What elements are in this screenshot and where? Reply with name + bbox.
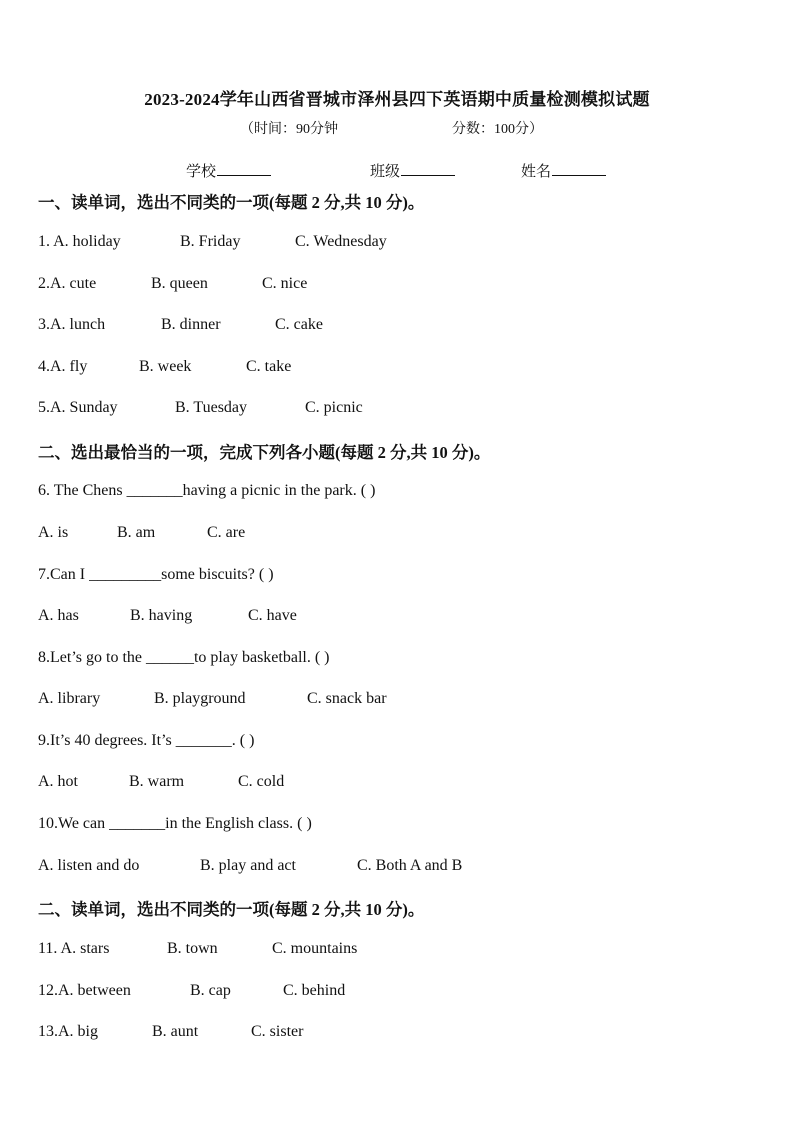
question-7-stem: 7.Can I _________some biscuits? ( ) — [38, 566, 274, 583]
option-b: B. having — [130, 607, 193, 624]
name-label: 姓名 — [521, 164, 552, 180]
question-6-stem: 6. The Chens _______having a picnic in the park. ( ) — [38, 482, 376, 499]
school-blank[interactable] — [217, 175, 271, 176]
option-c: C. nice — [262, 275, 308, 292]
exam-score: 分数：100分） — [452, 122, 543, 137]
question-number: 11. — [38, 940, 61, 957]
option-b: B. week — [139, 358, 192, 375]
question-3 — [38, 316, 105, 334]
question-number: 1. — [38, 233, 54, 250]
option-b: B. warm — [129, 773, 185, 790]
option-a: A. library — [38, 690, 101, 707]
option-c: C. picnic — [305, 399, 363, 416]
section2-header: 二、选出最恰当的一项，完成下列各小题(每题 2 分,共 10 分)。 — [38, 443, 491, 462]
option-c: C. snack bar — [307, 690, 387, 707]
class-blank[interactable] — [401, 175, 455, 176]
option-c: C. sister — [251, 1023, 304, 1040]
option-a: A. is — [38, 524, 69, 541]
option-a: A. listen and do — [38, 857, 140, 874]
option-c: C. behind — [283, 982, 346, 999]
option-b: B. aunt — [152, 1023, 199, 1040]
option-b: B. cap — [190, 982, 231, 999]
question-8-stem: 8.Let’s go to the ______to play basketball. ( ) — [38, 649, 330, 666]
question-number: 5. — [38, 399, 50, 416]
question-number: 12. — [38, 982, 58, 999]
option-a: A. between — [58, 982, 131, 999]
question-9-stem: 9.It’s 40 degrees. It’s _______. ( ) — [38, 732, 255, 749]
question-1 — [38, 233, 121, 251]
option-a: A. stars — [60, 940, 110, 957]
option-c: C. mountains — [272, 940, 358, 957]
option-a: A. fly — [50, 358, 88, 375]
option-b: B. playground — [154, 690, 246, 707]
option-b: B. dinner — [161, 316, 221, 333]
option-c: C. take — [246, 358, 292, 375]
question-13 — [38, 1023, 98, 1041]
question-number: 13. — [38, 1023, 58, 1040]
section3-header: 二、读单词，选出不同类的一项(每题 2 分,共 10 分)。 — [38, 900, 425, 919]
school-label: 学校 — [186, 164, 217, 180]
option-c: C. Wednesday — [295, 233, 387, 250]
option-b: B. Tuesday — [175, 399, 248, 416]
class-label: 班级 — [370, 164, 401, 180]
question-5 — [38, 399, 118, 417]
option-b: B. town — [167, 940, 218, 957]
option-c: C. cold — [238, 773, 285, 790]
option-c: C. are — [207, 524, 246, 541]
option-a: A. hot — [38, 773, 78, 790]
option-b: B. queen — [151, 275, 208, 292]
option-a: A. has — [38, 607, 79, 624]
option-b: B. play and act — [200, 857, 296, 874]
option-a: A. holiday — [53, 233, 121, 250]
question-11 — [38, 940, 109, 958]
question-4 — [38, 358, 87, 376]
name-blank[interactable] — [552, 175, 606, 176]
question-2 — [38, 275, 96, 293]
option-c: C. Both A and B — [357, 857, 463, 874]
exam-time: （时间：90分钟 — [240, 122, 338, 137]
section1-header: 一、读单词，选出不同类的一项(每题 2 分,共 10 分)。 — [38, 193, 425, 212]
option-c: C. have — [248, 607, 297, 624]
question-12 — [38, 982, 131, 1000]
option-a: A. Sunday — [50, 399, 118, 416]
option-a: A. cute — [50, 275, 97, 292]
name-field[interactable] — [521, 160, 606, 181]
school-field[interactable] — [186, 160, 271, 181]
option-a: A. big — [58, 1023, 98, 1040]
question-number: 3. — [38, 316, 50, 333]
option-c: C. cake — [275, 316, 323, 333]
option-b: B. am — [117, 524, 156, 541]
exam-title: 2023-2024学年山西省晋城市泽州县四下英语期中质量检测模拟试题 — [144, 90, 650, 109]
question-number: 4. — [38, 358, 50, 375]
class-field[interactable] — [370, 160, 455, 181]
question-number: 2. — [38, 275, 50, 292]
option-b: B. Friday — [180, 233, 241, 250]
question-10-stem: 10.We can _______in the English class. ( ) — [38, 815, 312, 832]
option-a: A. lunch — [50, 316, 106, 333]
